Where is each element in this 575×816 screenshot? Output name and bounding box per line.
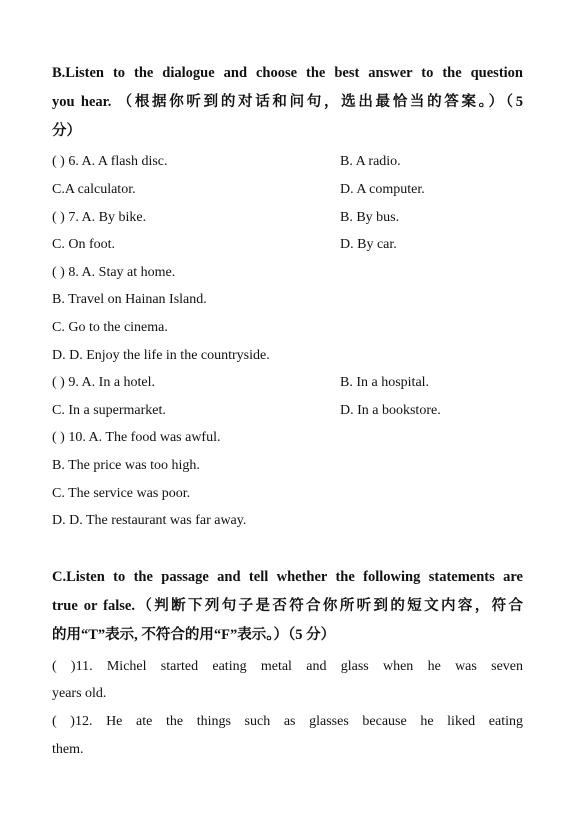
section-c-heading-line3: 的用“T”表示, 不符合的用“F”表示。）（5 分）	[52, 627, 336, 643]
q9-stem: ( ) 9. A. In a hotel.	[52, 375, 156, 390]
q7-option-c: C. On foot.	[52, 237, 115, 252]
q9-option-b: B. In a hospital.	[340, 375, 430, 390]
section-c-heading-line1: C.Listen to the passage and tell whether the following statements are	[52, 569, 523, 585]
q8-stem: ( ) 8. A. Stay at home.	[52, 265, 176, 280]
q8-option-d: D. D. Enjoy the life in the countryside.	[52, 348, 270, 363]
section-b-heading-line1: B.Listen to the dialogue and choose the best answer to the question	[52, 65, 523, 81]
q7-option-b: B. By bus.	[340, 210, 400, 225]
q6-stem: ( ) 6. A. A flash disc.	[52, 154, 168, 169]
q8-option-b: B. Travel on Hainan Island.	[52, 292, 207, 307]
q9-option-d: D. In a bookstore.	[340, 403, 441, 418]
q12-line1: ( )12. He ate the things such as glasses because he liked eating	[52, 714, 523, 729]
q6-option-b: B. A radio.	[340, 154, 401, 169]
section-b-heading-line2: you hear. （根据你听到的对话和问句，选出最恰当的答案。）（5	[52, 94, 523, 110]
q6-option-d: D. A computer.	[340, 182, 425, 197]
q11-line1: ( )11. Michel started eating metal and glass when he was seven	[52, 659, 523, 674]
q10-option-b: B. The price was too high.	[52, 458, 200, 473]
section-c-heading-line2: true or false.（判断下列句子是否符合你所听到的短文内容，符合	[52, 598, 523, 614]
q10-option-d: D. D. The restaurant was far away.	[52, 513, 247, 528]
q9-option-c: C. In a supermarket.	[52, 403, 166, 418]
q10-stem: ( ) 10. A. The food was awful.	[52, 430, 221, 445]
q7-option-d: D. By car.	[340, 237, 397, 252]
q6-option-c: C.A calculator.	[52, 182, 136, 197]
q10-option-c: C. The service was poor.	[52, 486, 191, 501]
q11-line2: years old.	[52, 686, 107, 701]
q12-line2: them.	[52, 742, 84, 757]
section-b-heading-line3: 分）	[52, 123, 81, 139]
q7-stem: ( ) 7. A. By bike.	[52, 210, 147, 225]
q8-option-c: C. Go to the cinema.	[52, 320, 168, 335]
